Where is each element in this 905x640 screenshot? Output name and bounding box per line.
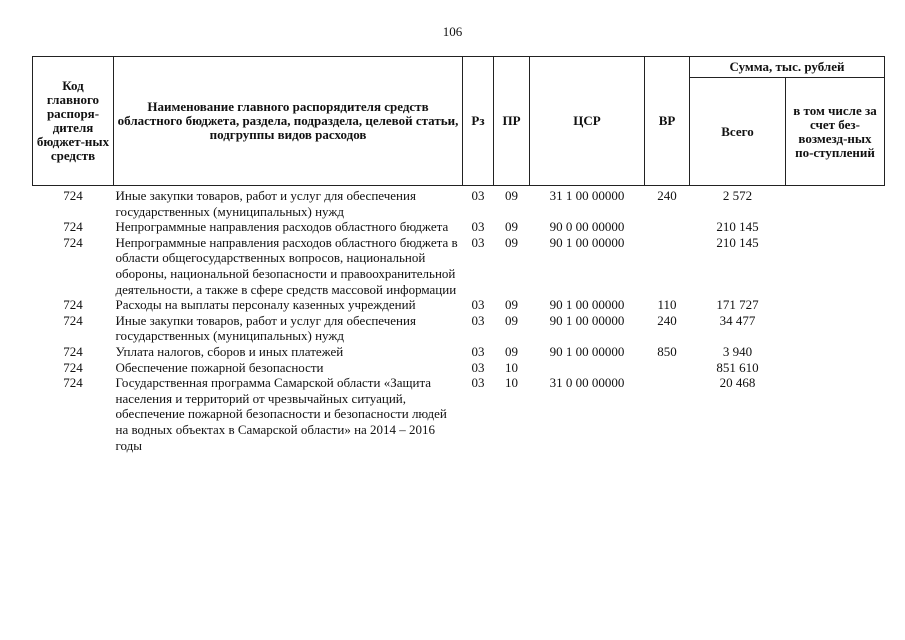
row-code: 724 (63, 343, 83, 359)
row-grants (786, 360, 885, 376)
row-vr: 240 (657, 312, 677, 328)
row-rz: 03 (471, 234, 485, 250)
row-vr: 240 (657, 188, 677, 203)
row-rz: 03 (471, 375, 485, 391)
row-grants (786, 188, 885, 219)
row-pr: 09 (505, 234, 518, 250)
row-code: 724 (63, 375, 83, 391)
row-vr (645, 375, 690, 453)
row-csr (530, 360, 645, 376)
table-row (33, 375, 885, 453)
table-row (33, 219, 885, 235)
row-grants (786, 297, 885, 313)
row-total: 20 468 (719, 375, 756, 391)
row-rz: 03 (471, 359, 485, 375)
header-code: Код главного распоря-дителя бюджет-ных средств (33, 57, 114, 186)
table-row (33, 235, 885, 297)
row-total: 171 727 (716, 297, 759, 313)
row-vr (645, 219, 690, 235)
row-pr: 09 (505, 188, 518, 203)
row-rz: 03 (471, 312, 485, 328)
row-total: 210 145 (716, 219, 759, 235)
row-csr: 90 0 00 00000 (549, 219, 625, 235)
header-vr: ВР (645, 57, 690, 186)
row-vr: 110 (657, 297, 677, 313)
row-name: Непрограммные направления расходов областного бюджета в области общегосударственных вопросов, национальной обороны, национальной безопасности и правоохранительной деятельности, а также в сфере средств массовой информации (115, 234, 458, 297)
table-row (33, 313, 885, 344)
page-number: 106 (442, 24, 463, 39)
budget-table (32, 56, 885, 453)
row-grants (786, 313, 885, 344)
row-pr: 10 (505, 375, 518, 391)
row-grants (786, 375, 885, 453)
row-total: 3 940 (722, 343, 753, 359)
row-rz: 03 (471, 343, 485, 359)
header-csr: ЦСР (530, 57, 645, 186)
row-pr: 09 (505, 343, 518, 359)
row-code: 724 (63, 234, 83, 250)
table-header (33, 57, 885, 186)
row-grants (786, 344, 885, 360)
header-grants: в том числе за счет без-возмезд-ных по-ступлений (786, 78, 885, 186)
row-pr: 10 (505, 359, 518, 375)
row-rz: 03 (471, 188, 485, 203)
row-rz: 03 (471, 219, 485, 235)
table-row (33, 360, 885, 376)
row-csr: 90 1 00 00000 (549, 297, 625, 313)
row-csr: 90 1 00 00000 (549, 312, 625, 328)
table-row (33, 188, 885, 219)
row-name: Иные закупки товаров, работ и услуг для обеспечения государственных (муниципальных) нужд (115, 188, 416, 219)
row-name: Уплата налогов, сборов и иных платежей (115, 343, 344, 359)
row-pr: 09 (505, 312, 518, 328)
row-pr: 09 (505, 297, 518, 313)
row-csr: 31 1 00 00000 (549, 188, 625, 203)
row-code: 724 (63, 297, 83, 313)
row-code: 724 (63, 188, 83, 203)
row-vr: 850 (657, 343, 677, 359)
table-row (33, 344, 885, 360)
table-row (33, 297, 885, 313)
row-name: Государственная программа Самарской области «Защита населения и территорий от чрезвычайных ситуаций, обеспечение пожарной безопасности и безопасности людей на водных объектах в Самарской области» на 2014 – 2016 годы (115, 375, 447, 453)
row-total: 34 477 (719, 312, 756, 328)
header-rz: Рз (463, 57, 494, 186)
row-name: Непрограммные направления расходов областного бюджета (115, 219, 449, 235)
row-name: Иные закупки товаров, работ и услуг для обеспечения государственных (муниципальных) нужд (115, 312, 416, 344)
row-pr: 09 (505, 219, 518, 235)
row-total: 210 145 (716, 234, 759, 250)
row-code: 724 (63, 219, 83, 235)
table-body (33, 186, 885, 454)
row-rz: 03 (471, 297, 485, 313)
row-total: 2 572 (722, 188, 753, 203)
row-code: 724 (63, 359, 83, 375)
header-sum-group: Сумма, тыс. рублей (690, 57, 885, 78)
row-code: 724 (63, 312, 83, 328)
header-pr: ПР (494, 57, 530, 186)
row-grants (786, 235, 885, 297)
row-vr (645, 360, 690, 376)
row-csr: 90 1 00 00000 (549, 343, 625, 359)
row-grants (786, 219, 885, 235)
row-name: Расходы на выплаты персоналу казенных учреждений (115, 297, 416, 313)
row-csr: 31 0 00 00000 (549, 375, 625, 391)
row-vr (645, 235, 690, 297)
header-total: Всего (690, 78, 786, 186)
row-name: Обеспечение пожарной безопасности (115, 359, 324, 375)
header-name: Наименование главного распорядителя средств областного бюджета, раздела, подраздела, целевой статьи, подгруппы видов расходов (114, 57, 463, 186)
row-csr: 90 1 00 00000 (549, 234, 625, 250)
row-total: 851 610 (716, 359, 759, 375)
